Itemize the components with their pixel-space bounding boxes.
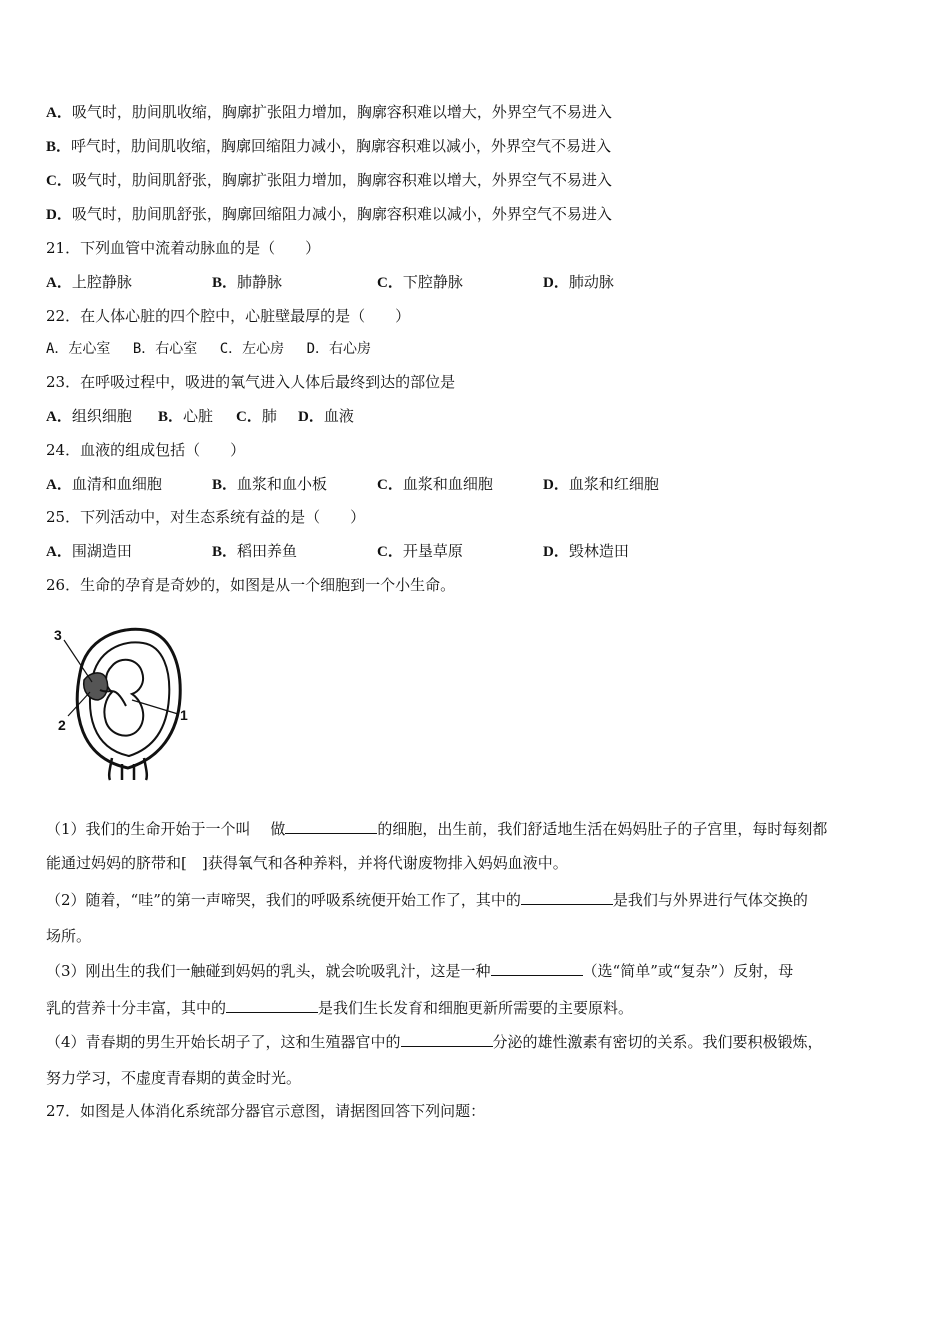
q26-part1-text-b: 的细胞，出生前，我们舒适地生活在妈妈肚子的子宫里，每时每刻都 [377, 820, 828, 838]
q21-option-b [212, 272, 282, 293]
option-key: B． [212, 275, 238, 291]
answer-blank[interactable] [285, 817, 377, 834]
q20-option-d [46, 204, 612, 224]
q26-part4-line2: 努力学习，不虚度青春期的黄金时光。 [46, 1069, 302, 1087]
uterus-fetus-figure [50, 618, 200, 783]
q26-part3-text-b: （选“简单”或“复杂”）反射，母 [582, 962, 794, 980]
q20-option-b [46, 136, 611, 156]
q23-option-d [298, 406, 354, 427]
figure-label-2: 2 [58, 717, 66, 733]
option-key: C． [236, 409, 262, 425]
option-text: 开垦草原 [402, 542, 463, 560]
q24-stem: 24．血液的组成包括（ ） [46, 441, 246, 459]
q26-stem: 26．生命的孕育是奇妙的，如图是从一个细胞到一个小生命。 [46, 576, 456, 594]
option-key: C． [377, 477, 403, 493]
option-key: A． [46, 105, 72, 121]
option-text: 血清和血细胞 [71, 475, 162, 493]
option-key: D． [543, 275, 569, 291]
answer-blank[interactable] [401, 1030, 493, 1047]
option-text: 血浆和血小板 [237, 475, 328, 493]
q21-stem: 21．下列血管中流着动脉血的是（ ） [46, 239, 321, 257]
q21-option-a [46, 272, 132, 293]
q26-part3-line2 [46, 996, 904, 1016]
q26-part2-text-a: （2）随着，“哇”的第一声啼哭，我们的呼吸系统便开始工作了，其中的 [46, 891, 521, 909]
q26-part2-text-b: 是我们与外界进行气体交换的 [612, 891, 808, 909]
option-text: 吸气时，肋间肌收缩，胸廓扩张阻力增加，胸廓容积难以增大，外界空气不易进入 [71, 103, 612, 121]
option-key: A． [46, 275, 72, 291]
option-key: B． [212, 477, 238, 493]
q21-option-c [377, 272, 463, 293]
q26-part1-text-a: （1）我们的生命开始于一个叫 做 [46, 820, 286, 838]
option-text: 下腔静脉 [402, 273, 463, 291]
option-text: 围湖造田 [71, 542, 132, 560]
fetus-shape [104, 660, 143, 736]
q24-option-b [212, 474, 327, 495]
option-text: 血液 [323, 407, 354, 425]
q26-part3-text-a: （3）刚出生的我们一触碰到妈妈的乳头，就会吮吸乳汁，这是一种 [46, 962, 491, 980]
q26-part2-line2: 场所。 [46, 927, 92, 945]
option-text: 吸气时，肋间肌舒张，胸廓扩张阻力增加，胸廓容积难以增大，外界空气不易进入 [71, 171, 612, 189]
q23-option-b [158, 406, 213, 427]
q26-part2-line1 [46, 888, 904, 908]
option-text: 上腔静脉 [71, 273, 132, 291]
figure-label-1: 1 [180, 707, 188, 723]
q24-option-d [543, 474, 659, 495]
option-text: 血浆和红细胞 [568, 475, 659, 493]
q26-part4-text-b: 分泌的雄性激素有密切的关系。我们要积极锻炼， [492, 1033, 823, 1051]
option-text: 组织细胞 [71, 407, 132, 425]
leader-line-1 [132, 700, 178, 714]
option-key: A． [46, 409, 72, 425]
q23-stem: 23．在呼吸过程中，吸进的氧气进入人体后最终到达的部位是 [46, 373, 456, 391]
q26-part1-line2: 能通过妈妈的脐带和[ ]获得氧气和各种养料，并将代谢废物排入妈妈血液中。 [46, 854, 568, 872]
figure-label-3: 3 [54, 627, 62, 643]
option-text: 血浆和血细胞 [402, 475, 493, 493]
option-text: 吸气时，肋间肌舒张，胸廓回缩阻力减小，胸廓容积难以减小，外界空气不易进入 [71, 205, 612, 223]
q25-option-a [46, 541, 132, 562]
option-key: D． [543, 477, 569, 493]
q25-option-b [212, 541, 297, 562]
option-key: C． [46, 173, 72, 189]
q23-option-a [46, 406, 132, 427]
option-key: A． [46, 544, 72, 560]
q27-stem: 27．如图是人体消化系统部分器官示意图，请据图回答下列问题： [46, 1102, 486, 1120]
q25-option-d [543, 541, 629, 562]
q26-part4-line1 [46, 1030, 904, 1050]
option-key: B． [158, 409, 184, 425]
q26-part3-text-c: 乳的营养十分丰富，其中的 [46, 999, 227, 1017]
option-text: 肺静脉 [237, 273, 283, 291]
placenta-shape [84, 673, 108, 700]
option-text: 稻田养鱼 [237, 542, 298, 560]
q24-option-c [377, 474, 493, 495]
option-text: 肺动脉 [568, 273, 614, 291]
answer-blank[interactable] [491, 959, 583, 976]
option-key: C． [377, 544, 403, 560]
q20-option-a [46, 102, 612, 122]
q26-part3-text-d: 是我们生长发育和细胞更新所需要的主要原料。 [318, 999, 634, 1017]
answer-blank[interactable] [226, 996, 318, 1013]
option-key: A． [46, 477, 72, 493]
q21-option-d [543, 272, 614, 293]
option-text: 肺 [261, 407, 277, 425]
q25-option-c [377, 541, 463, 562]
q26-part1-line1 [46, 817, 904, 837]
q24-option-a [46, 474, 162, 495]
q22-stem: 22．在人体心脏的四个腔中，心脏壁最厚的是（ ） [46, 307, 411, 325]
q26-part3-line1 [46, 959, 904, 979]
option-text: 呼气时，肋间肌收缩，胸廓回缩阻力减小，胸廓容积难以减小，外界空气不易进入 [71, 137, 612, 155]
option-text: 心脏 [183, 407, 214, 425]
option-key: D． [543, 544, 569, 560]
option-key: D． [298, 409, 324, 425]
option-key: D． [46, 207, 72, 223]
answer-blank[interactable] [521, 888, 613, 905]
option-text: 毁林造田 [568, 542, 629, 560]
q26-part4-text-a: （4）青春期的男生开始长胡子了，这和生殖器官中的 [46, 1033, 401, 1051]
q25-stem: 25．下列活动中，对生态系统有益的是（ ） [46, 508, 366, 526]
q20-option-c [46, 170, 612, 190]
option-key: B． [46, 139, 72, 155]
q22-options: A．左心室 B．右心室 C．左心房 D．右心房 [46, 341, 371, 357]
q23-option-c [236, 406, 277, 427]
option-key: B． [212, 544, 238, 560]
option-key: C． [377, 275, 403, 291]
